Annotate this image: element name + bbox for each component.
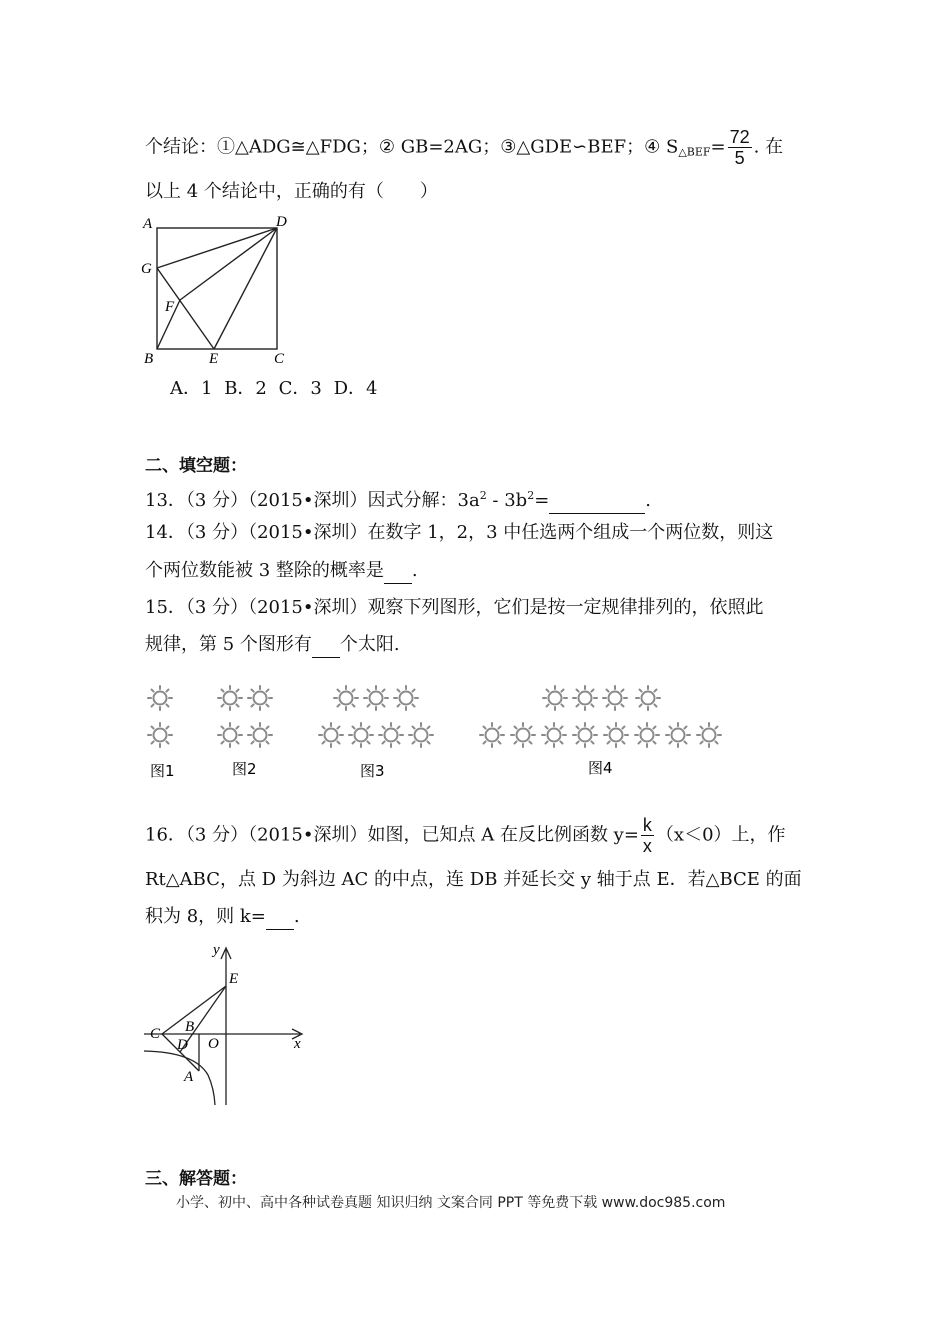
- q12-square-figure: [135, 210, 295, 370]
- q14-line2-prefix: 个两位数能被 3 整除的概率是: [145, 560, 384, 581]
- q12-fraction: [728, 128, 752, 167]
- q16-line1-prefix: 16．（3 分）（2015•深圳）如图，已知点 A 在反比例函数 y=: [145, 824, 639, 846]
- sun-icon: [319, 723, 343, 747]
- label-b: B: [144, 351, 154, 367]
- q15-line2: [145, 633, 400, 658]
- sun-icon: [349, 723, 373, 747]
- sun-icon: [666, 723, 690, 747]
- q14-line2: [145, 559, 418, 584]
- sun-icon: [542, 723, 566, 747]
- sun-icon: [148, 686, 172, 710]
- label-e: E: [209, 351, 219, 367]
- q15-line2-prefix: 规律，第 5 个图形有: [145, 634, 312, 655]
- caption-fig4: 图4: [588, 759, 613, 777]
- label-y: y: [213, 942, 220, 958]
- label-c: C: [150, 1026, 161, 1042]
- q15-sun-pattern: [140, 680, 740, 785]
- sun-icon: [603, 686, 627, 710]
- q16-fraction: [641, 816, 654, 855]
- segment-df: [180, 228, 277, 300]
- q16-line3-suffix: .: [293, 906, 300, 927]
- caption-fig2: 图2: [232, 760, 257, 778]
- sun-icon: [573, 723, 597, 747]
- q16-line1: [145, 816, 786, 855]
- sun-icon: [248, 723, 272, 747]
- sun-icon: [379, 723, 403, 747]
- q13-sup2: 2: [527, 489, 535, 502]
- sun-icon: [697, 723, 721, 747]
- q12-frac-num: 72: [729, 127, 750, 147]
- label-a: A: [143, 216, 153, 232]
- sun-icon: [635, 723, 659, 747]
- sun-icon: [218, 686, 242, 710]
- q12-line1-sub: △BEF: [678, 145, 711, 159]
- option-d[interactable]: D．4: [333, 378, 378, 399]
- q16-frac-den: x: [642, 836, 652, 856]
- q16-line2: Rt△ABC，点 D 为斜边 AC 的中点，连 DB 并延长交 y 轴于点 E．若△BCE 的面: [145, 869, 802, 890]
- label-o: O: [208, 1036, 219, 1052]
- sun-icon: [148, 723, 172, 747]
- q15-line1: 15．（3 分）（2015•深圳）观察下列图形，它们是按一定规律排列的，依照此: [145, 597, 764, 618]
- sun-icon: [543, 686, 567, 710]
- sun-icon: [480, 723, 504, 747]
- q12-frac-den: 5: [734, 148, 745, 168]
- label-e: E: [229, 971, 239, 987]
- section2-title: 二、填空题：: [145, 456, 247, 476]
- q13-sup1: 2: [479, 489, 487, 502]
- caption-fig3: 图3: [360, 762, 385, 780]
- option-a[interactable]: A．1: [170, 378, 213, 399]
- q16-coordinate-figure: [140, 940, 320, 1110]
- q16-frac-num: k: [642, 815, 652, 835]
- q14-line2-suffix: .: [411, 560, 418, 581]
- q15-line2-suffix: 个太阳.: [339, 634, 400, 655]
- sun-icon: [409, 723, 433, 747]
- sun-icon: [511, 723, 535, 747]
- sun-icon: [248, 686, 272, 710]
- sun-icon: [364, 686, 388, 710]
- caption-fig1: 图1: [150, 762, 175, 780]
- label-a: A: [184, 1069, 194, 1085]
- label-c: C: [274, 351, 285, 367]
- q16-line3-prefix: 积为 8，则 k=: [145, 906, 266, 927]
- q12-line1-eq: =: [710, 136, 726, 158]
- footer-text: 小学、初中、高中各种试卷真题 知识归纳 文案合同 PPT 等免费下载 www.doc985.com: [176, 1195, 726, 1211]
- sun-icon: [573, 686, 597, 710]
- label-b: B: [185, 1019, 195, 1035]
- q13-eq: =: [534, 490, 550, 511]
- sun-icon: [334, 686, 358, 710]
- q16-line3: [145, 905, 300, 930]
- q13-mid: - 3b: [486, 490, 528, 511]
- q13-suffix: .: [645, 490, 652, 511]
- q12-line1-suffix: . 在: [753, 136, 784, 158]
- square-abcd: [157, 228, 277, 349]
- label-f: F: [165, 299, 175, 315]
- q12-options: [170, 377, 383, 401]
- q13-answer-blank[interactable]: [549, 489, 645, 514]
- section3-title: 三、解答题：: [145, 1169, 247, 1189]
- q12-line1-prefix: 个结论：①△ADG≅△FDG；② GB=2AG；③△GDE∽BEF；④ S: [145, 136, 679, 158]
- option-b[interactable]: B．2: [224, 378, 267, 399]
- label-x: x: [294, 1036, 301, 1052]
- sun-icon: [218, 723, 242, 747]
- q12-line2: 以上 4 个结论中，正确的有（ ）: [145, 181, 438, 202]
- label-g: G: [141, 261, 152, 277]
- q16-line1-suffix: （x＜0）上，作: [655, 824, 786, 846]
- q13: [145, 484, 651, 514]
- sun-icon: [636, 686, 660, 710]
- q14-answer-blank[interactable]: [384, 559, 412, 584]
- label-d: D: [276, 214, 287, 230]
- q12-line1: [145, 128, 783, 167]
- option-c[interactable]: C．3: [278, 378, 322, 399]
- q16-answer-blank[interactable]: [266, 905, 294, 930]
- q13-prefix: 13．（3 分）（2015•深圳）因式分解：3a: [145, 490, 480, 511]
- sun-icon: [604, 723, 628, 747]
- hyperbola-curve: [144, 1051, 215, 1105]
- q15-answer-blank[interactable]: [312, 633, 340, 658]
- sun-icon: [394, 686, 418, 710]
- label-d: D: [177, 1037, 188, 1053]
- q14-line1: 14．（3 分）（2015•深圳）在数字 1，2，3 中任选两个组成一个两位数，则这: [145, 522, 774, 543]
